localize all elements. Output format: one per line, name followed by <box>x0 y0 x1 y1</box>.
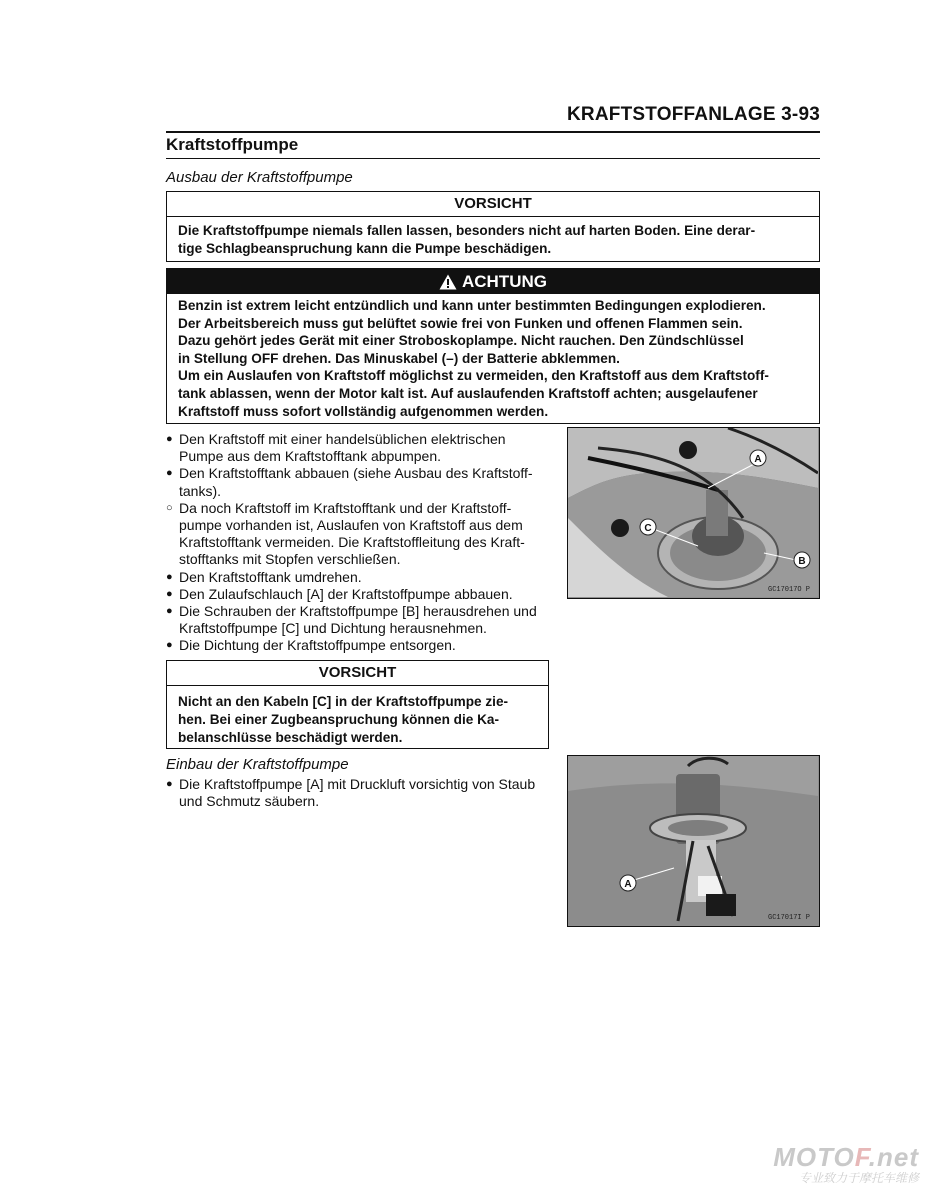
watermark-tagline: 专业致力于摩托车维修 <box>798 1171 919 1185</box>
list-item <box>166 586 548 603</box>
caution-box-1 <box>166 191 820 262</box>
page-header-title: KRAFTSTOFFANLAGE 3-93 <box>567 104 820 125</box>
warning-title: ACHTUNG <box>462 272 547 291</box>
list-item <box>166 500 548 569</box>
list-item-line: Kraftstoffpumpe [C] und Dichtung herausnehmen. <box>179 620 487 637</box>
list-item-line: Die Schrauben der Kraftstoffpumpe [B] herausdrehen und <box>179 603 537 620</box>
caution-1-line: tige Schlagbeanspruchung kann die Pumpe beschädigen. <box>178 241 552 256</box>
warning-line: in Stellung OFF drehen. Das Minuskabel (–) der Batterie abklemmen. <box>178 350 620 366</box>
watermark-logo-tail: .net <box>868 1142 919 1172</box>
watermark <box>773 1142 919 1186</box>
list-item-line: Die Kraftstoffpumpe [A] mit Druckluft vorsichtig von Staub <box>179 776 536 792</box>
bullet-marker: ○ <box>166 501 173 514</box>
list-item-line: tanks). <box>179 482 222 499</box>
list-item-line: und Schmutz säubern. <box>179 793 320 810</box>
installation-subtitle: Einbau der Kraftstoffpumpe <box>166 756 349 773</box>
section-rule <box>166 158 820 159</box>
warning-line: tank ablassen, wenn der Motor kalt ist. Auf auslaufenden Kraftstoff achten; ausgelaufener <box>178 385 758 401</box>
list-item-line: Den Kraftstofftank umdrehen. <box>179 568 362 585</box>
watermark-logo-accent: F <box>854 1142 869 1172</box>
warning-box <box>166 268 820 424</box>
callout-label-b: B <box>798 556 806 567</box>
warning-line: Dazu gehört jedes Gerät mit einer Stroboskoplampe. Nicht rauchen. Den Zündschlüssel <box>178 333 744 349</box>
callout-label-c: C <box>644 523 652 534</box>
list-item-line: stofftanks mit Stopfen verschließen. <box>179 551 401 568</box>
list-item <box>166 465 548 499</box>
warning-line: Um ein Auslaufen von Kraftstoff möglichst zu vermeiden, den Kraftstoff aus dem Kraftstoff- <box>178 368 769 384</box>
list-item <box>166 431 548 465</box>
list-item-line: Pumpe aus dem Kraftstofftank abpumpen. <box>179 448 442 465</box>
photo-code: GC17017I P <box>768 914 811 922</box>
warning-line: Der Arbeitsbereich muss gut belüftet sowie frei von Funken und offenen Flammen sein. <box>178 315 743 331</box>
bullet-marker: ● <box>166 587 173 600</box>
removal-steps-list <box>166 431 548 655</box>
section-title: Kraftstoffpumpe <box>166 135 299 154</box>
caution-1-title: VORSICHT <box>167 192 819 217</box>
warning-triangle-icon <box>439 274 457 290</box>
caution-2-line: hen. Bei einer Zugbeanspruchung können die Ka- <box>178 712 499 727</box>
caution-1-line: Die Kraftstoffpumpe niemals fallen lassen, besonders nicht auf harten Boden. Eine derar- <box>178 223 756 238</box>
list-item <box>166 569 548 586</box>
list-item-line: pumpe vorhanden ist, Auslaufen von Kraftstoff aus dem <box>179 517 523 534</box>
fuel-pump-photo <box>567 755 820 927</box>
list-item-line: Da noch Kraftstoff im Kraftstofftank und der Kraftstoff- <box>179 499 512 516</box>
callout-label-a: A <box>624 879 632 890</box>
caution-2-body <box>167 686 548 747</box>
bullet-marker: ● <box>166 778 173 790</box>
warning-line: Kraftstoff muss sofort vollständig aufgenommen werden. <box>178 403 549 419</box>
header-rule <box>166 131 820 133</box>
removal-subtitle: Ausbau der Kraftstoffpumpe <box>166 169 353 186</box>
installation-steps-list <box>166 776 548 810</box>
list-item <box>166 637 548 654</box>
list-item-line: Den Kraftstoff mit einer handelsüblichen elektrischen <box>179 431 506 447</box>
bullet-marker: ● <box>166 639 173 652</box>
warning-body <box>167 294 819 420</box>
warning-line: Benzin ist extrem leicht entzündlich und kann unter bestimmten Bedingungen explodieren. <box>178 298 766 313</box>
bullet-marker: ● <box>166 467 173 480</box>
list-item-line: Kraftstofftank vermeiden. Die Kraftstoffleitung des Kraft- <box>179 534 525 551</box>
bullet-marker: ● <box>166 605 173 618</box>
caution-2-title: VORSICHT <box>167 661 548 686</box>
list-item-line: Die Dichtung der Kraftstoffpumpe entsorgen. <box>179 637 456 654</box>
warning-header <box>167 269 819 294</box>
watermark-logo-main: MOTO <box>773 1142 855 1172</box>
caution-box-2 <box>166 660 549 749</box>
list-item <box>166 776 548 810</box>
list-item-line: Den Kraftstofftank abbauen (siehe Ausbau des Kraftstoff- <box>179 465 533 482</box>
bullet-marker: ● <box>166 433 173 445</box>
caution-2-line: belanschlüsse beschädigt werden. <box>178 730 403 745</box>
caution-1-body <box>167 217 819 258</box>
fuel-pump-in-tank-photo <box>567 427 820 599</box>
callout-label-a: A <box>754 454 762 465</box>
photo-code: GC17017O P <box>768 586 811 594</box>
bullet-marker: ● <box>166 570 173 583</box>
caution-2-line: Nicht an den Kabeln [C] in der Kraftstoffpumpe zie- <box>178 694 509 709</box>
list-item <box>166 603 548 637</box>
list-item-line: Den Zulaufschlauch [A] der Kraftstoffpumpe abbauen. <box>179 585 513 602</box>
